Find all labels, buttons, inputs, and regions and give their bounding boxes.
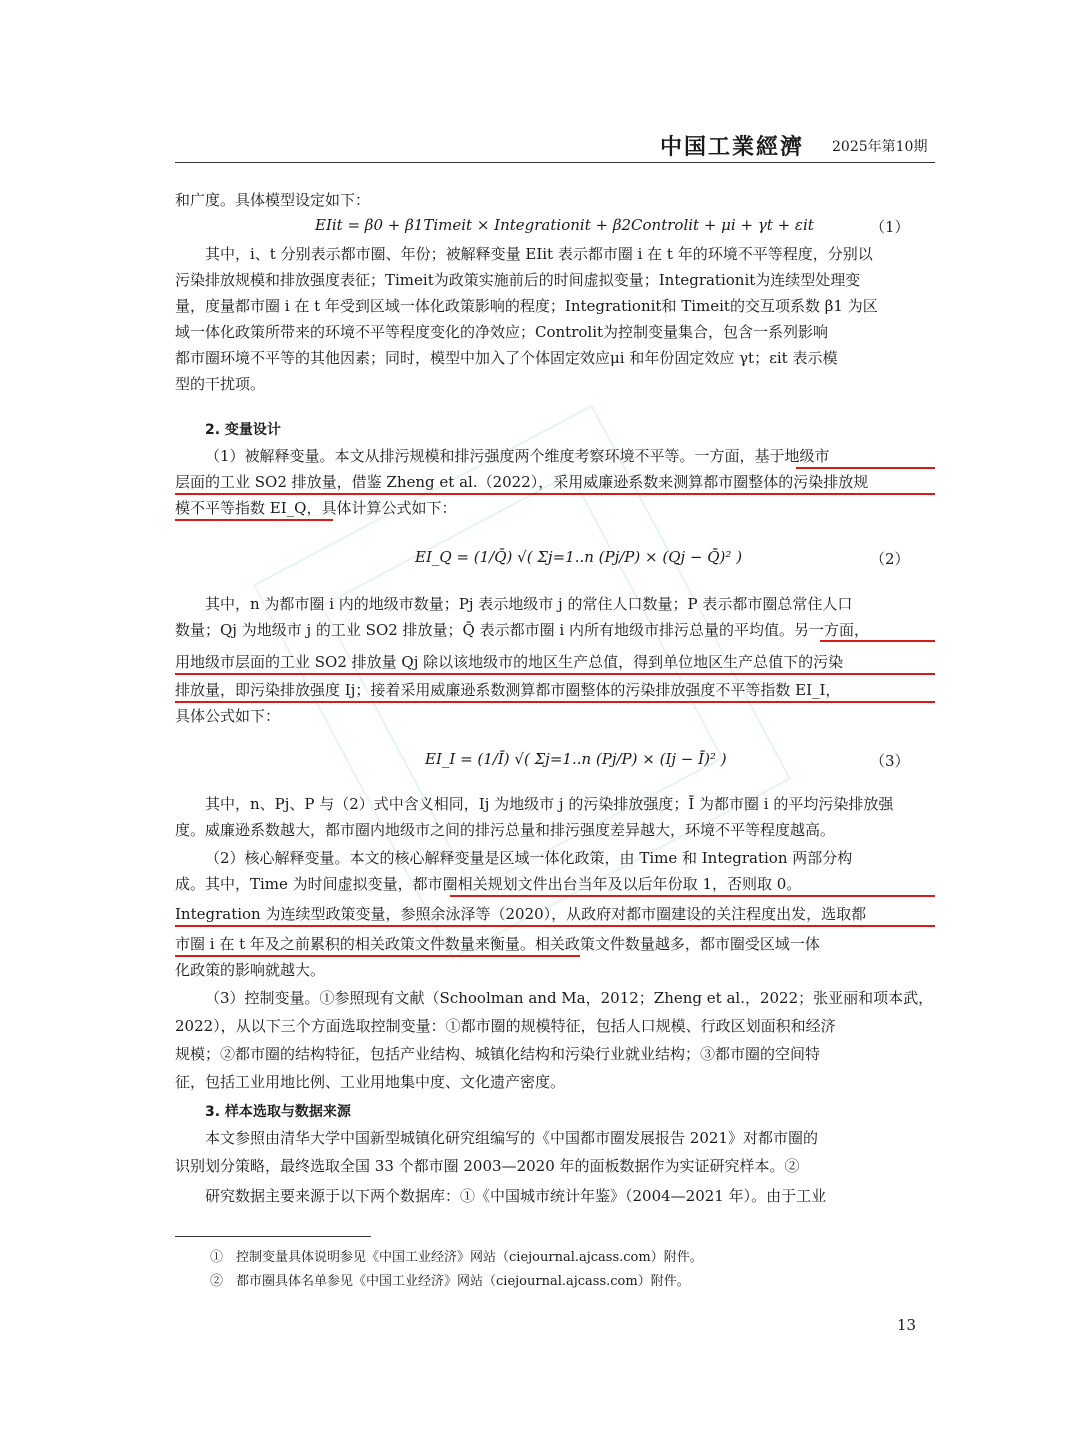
journal-brand: 中国工業經濟	[660, 135, 805, 160]
text-line: 成。其中，Time 为时间虚拟变量，都市圈相关规划文件出台当年及以后年份取 1，否则取 0。	[175, 875, 802, 893]
text-line: （1）被解释变量。本文从排污规模和排污强度两个维度考察环境不平等。一方面，基于地级市	[205, 447, 830, 465]
highlight-underline	[175, 519, 333, 521]
text-line: 化政策的影响就越大。	[175, 961, 326, 979]
text-line: 规模；②都市圈的结构特征，包括产业结构、城镇化结构和污染行业就业结构；③都市圈的空间特	[175, 1045, 821, 1063]
section-heading: 2. 变量设计	[205, 422, 281, 438]
text-line: 2022），从以下三个方面选取控制变量：①都市圈的规模特征，包括人口规模、行政区划面积和经济	[175, 1017, 836, 1035]
text-line: 域一体化政策所带来的环境不平等程度变化的净效应；Controlit为控制变量集合，包含一系列影响	[175, 323, 829, 341]
text-line: 模不平等指数 EI_Q，具体计算公式如下：	[175, 499, 457, 517]
text-line: 量，度量都市圈 i 在 t 年受到区域一体化政策影响的程度；Integrationit和 Timeit的交互项系数 β1 为区	[175, 297, 878, 315]
text-line: 其中，n 为都市圈 i 内的地级市数量；Pj 表示地级市 j 的常住人口数量；P 表示都市圈总常住人口	[205, 595, 853, 613]
text-line: （3）控制变量。①参照现有文献（Schoolman and Ma，2012；Zheng et al.，2022；张亚丽和项本武，	[205, 989, 934, 1007]
equation-1-number: （1）	[870, 218, 910, 236]
text-line: 型的干扰项。	[175, 375, 266, 393]
text-line: 污染排放规模和排放强度表征；Timeit为政策实施前后的时间虚拟变量；Integrationit为连续型处理变	[175, 271, 861, 289]
text-line: 本文参照由清华大学中国新型城镇化研究组编写的《中国都市圈发展报告 2021》对都市圈的	[205, 1129, 818, 1147]
equation-3-number: （3）	[870, 752, 910, 770]
text-line: 其中，n、Pj、P 与（2）式中含义相同，Ij 为地级市 j 的污染排放强度；Ī 为都市圈 i 的平均污染排放强	[205, 795, 894, 813]
equation-1: EIit = β0 + β1Timeit × Integrationit + β2Controlit + μi + γt + εit	[315, 216, 814, 234]
highlight-underline	[820, 640, 935, 642]
highlight-underline	[175, 493, 935, 495]
highlight-underline	[175, 673, 935, 675]
journal-issue: 2025年第10期	[832, 139, 928, 155]
text-line: 都市圈环境不平等的其他因素；同时，模型中加入了个体固定效应μi 和年份固定效应 γt；εit 表示模	[175, 349, 838, 367]
footnote-1: ① 控制变量具体说明参见《中国工业经济》网站（ciejournal.ajcass.com）附件。	[210, 1250, 703, 1265]
text-line: Integration 为连续型政策变量，参照余泳泽等（2020），从政府对都市圈建设的关注程度出发，选取都	[175, 905, 867, 923]
highlight-underline	[796, 467, 935, 469]
highlight-underline	[450, 895, 935, 897]
text-line: 和广度。具体模型设定如下：	[175, 191, 371, 209]
page-number: 13	[897, 1316, 917, 1334]
equation-2: EI_Q = (1/Q̄) √( Σj=1..n (Pj/P) × (Qj − Q̄)² )	[415, 548, 743, 566]
text-line: 排放量，即污染排放强度 Ij；接着采用威廉逊系数测算都市圈整体的污染排放强度不平等指数 EI_I，	[175, 681, 841, 699]
highlight-underline	[175, 701, 935, 703]
text-line: 市圈 i 在 t 年及之前累积的相关政策文件数量来衡量。相关政策文件数量越多，都市圈受区域一体	[175, 935, 820, 953]
text-line: 层面的工业 SO2 排放量，借鉴 Zheng et al.（2022），采用威廉逊系数来测算都市圈整体的污染排放规	[175, 473, 869, 491]
text-line: 用地级市层面的工业 SO2 排放量 Qj 除以该地级市的地区生产总值，得到单位地区生产总值下的污染	[175, 653, 844, 671]
header-rule	[175, 162, 935, 163]
text-line: 研究数据主要来源于以下两个数据库：①《中国城市统计年鉴》（2004—2021 年）。由于工业	[205, 1187, 827, 1205]
equation-3: EI_I = (1/Ī) √( Σj=1..n (Pj/P) × (Ij − Ī)² )	[425, 750, 727, 768]
text-line: 数量；Qj 为地级市 j 的工业 SO2 排放量；Q̄ 表示都市圈 i 内所有地级市排污总量的平均值。另一方面，	[175, 621, 869, 639]
footnote-rule	[175, 1236, 371, 1237]
text-line: 征，包括工业用地比例、工业用地集中度、文化遗产密度。	[175, 1073, 566, 1091]
highlight-underline	[175, 925, 935, 927]
highlight-underline	[175, 955, 580, 957]
section-heading: 3. 样本选取与数据来源	[205, 1104, 351, 1120]
text-line: 识别划分策略，最终选取全国 33 个都市圈 2003—2020 年的面板数据作为实证研究样本。②	[175, 1157, 800, 1175]
footnote-2: ② 都市圈具体名单参见《中国工业经济》网站（ciejournal.ajcass.com）附件。	[210, 1274, 690, 1289]
text-line: （2）核心解释变量。本文的核心解释变量是区域一体化政策，由 Time 和 Integration 两部分构	[205, 849, 853, 867]
text-line: 其中，i、t 分别表示都市圈、年份；被解释变量 EIit 表示都市圈 i 在 t 年的环境不平等程度，分别以	[205, 245, 873, 263]
text-line: 具体公式如下：	[175, 707, 281, 725]
equation-2-number: （2）	[870, 550, 910, 568]
text-line: 度。威廉逊系数越大，都市圈内地级市之间的排污总量和排污强度差异越大，环境不平等程度越高。	[175, 821, 836, 839]
